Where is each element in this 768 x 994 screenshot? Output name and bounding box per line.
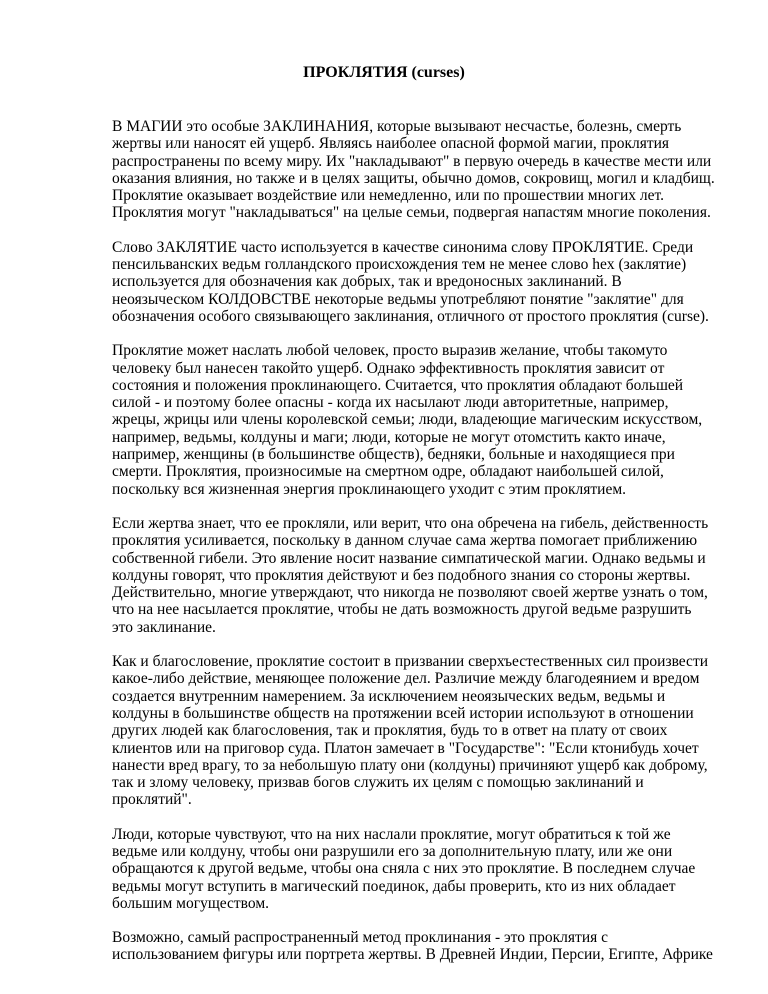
text-line: Если жертва знает, что ее прокляли, или верит, что она обречена на гибель, действенность — [112, 514, 709, 532]
text-line: большим могуществом. — [112, 894, 270, 912]
text-line: человеку был нанесен такойто ущерб. Однако эффективность проклятия зависит от — [112, 359, 665, 377]
text-line: оказания влияния, но также и в целях защиты, обычно домов, сокровищ, могил и кладбищ. — [112, 169, 715, 187]
text-line: Проклятие может наслать любой человек, просто выразив желание, чтобы такомуто — [112, 342, 668, 360]
text-line: неоязыческом КОЛДОВСТВЕ некоторые ведьмы употребляют понятие "заклятие" для — [112, 290, 684, 308]
text-line: обращаются к другой ведьме, чтобы она сняла с них это проклятие. В последнем случае — [112, 860, 696, 878]
text-line: других людей как благословения, так и проклятия, будь то в ответ на плату от своих — [112, 722, 668, 740]
text-line: проклятий". — [112, 791, 192, 809]
text-line: состояния и положения проклинающего. Считается, что проклятия обладают большей — [112, 376, 684, 394]
text-line: В МАГИИ это особые ЗАКЛИНАНИЯ, которые вызывают несчастье, болезнь, смерть — [112, 118, 682, 135]
text-line: колдуны говорят, что проклятия действуют и без подобного знания со стороны жертвы. — [112, 566, 691, 584]
text-line: поскольку вся жизненная энергия проклинающего уходит с этим проклятием. — [112, 480, 627, 498]
text-line: какое-либо действие, меняющее положение дел. Различие между благодеянием и вредом — [112, 670, 700, 688]
text-line: например, ведьмы, колдуны и маги; люди, которые не могут отомстить както иначе, — [112, 428, 666, 446]
text-line: колдуны в большинстве обществ на протяжении всей истории используют в отношении — [112, 704, 694, 722]
text-line: что на нее насылается проклятие, чтобы не дать возможность другой ведьме разрушить — [112, 601, 692, 619]
paragraph — [112, 826, 720, 912]
text-line: клиентов или на приговор суда. Платон замечает в "Государстве": "Если ктонибудь хочет — [112, 739, 699, 757]
paragraph — [112, 118, 720, 222]
paragraph — [112, 239, 720, 325]
page-title: ПРОКЛЯТИЯ (curses) — [303, 64, 465, 81]
text-line: Проклятие оказывает воздействие или немедленно, или по прошествии многих лет. — [112, 187, 665, 205]
text-line: Проклятия могут "накладываться" на целые семьи, подвергая напастям многие поколения. — [112, 204, 711, 222]
paragraph — [112, 653, 720, 809]
text-line: это заклинание. — [112, 618, 216, 636]
text-line: ведьме или колдуну, чтобы они разрушили его за дополнительную плату, или же они — [112, 842, 673, 860]
text-line: жертвы или наносят ей ущерб. Являясь наиболее опасной формой магии, проклятия — [112, 135, 670, 153]
text-line: пенсильванских ведьм голландского происхождения тем не менее слово hex (заклятие) — [112, 256, 687, 274]
text-line: Возможно, самый распространенный метод проклинания - это проклятия с — [112, 929, 608, 947]
document-body — [112, 118, 720, 981]
text-line: Действительно, многие утверждают, что никогда не позволяют своей жертве узнать о том, — [112, 584, 708, 602]
text-line: смерти. Проклятия, произносимые на смертном одре, обладают наибольшей силой, — [112, 463, 664, 481]
text-line: Люди, которые чувствуют, что на них наслали проклятие, могут обратиться к той же — [112, 825, 671, 843]
text-line: обозначения особого связывающего заклинания, отличного от простого проклятия (curse). — [112, 307, 709, 325]
text-line: Слово ЗАКЛЯТИЕ часто используется в качестве синонима слову ПРОКЛЯТИЕ. Среди — [112, 238, 694, 256]
paragraph — [112, 515, 720, 636]
text-line: силой - и поэтому более опасны - когда их насылают люди авторитетные, например, — [112, 394, 669, 412]
text-line: использованием фигуры или портрета жертвы. В Древней Индии, Персии, Египте, Африке — [112, 946, 713, 964]
text-line: например, женщины (в большинстве обществ), бедняки, больные и находящиеся при — [112, 446, 675, 464]
paragraph — [112, 342, 720, 498]
text-line: нанести вред врагу, то за небольшую плату они (колдуны) причиняют ущерб как доброму, — [112, 756, 708, 774]
text-line: проклятия усиливается, поскольку в данном случае сама жертва помогает приближению — [112, 532, 698, 550]
text-line: используется для обозначения как добрых, так и вредоносных заклинаний. В — [112, 273, 622, 291]
text-line: собственной гибели. Это явление носит название симпатической магии. Однако ведьмы и — [112, 549, 706, 567]
text-line: Как и благословение, проклятие состоит в призвании сверхъестественных сил произвести — [112, 653, 709, 671]
text-line: так и злому человеку, призвав богов служить их целям с помощью заклинаний и — [112, 774, 644, 792]
text-line: ведьмы могут вступить в магический поединок, дабы проверить, кто из них обладает — [112, 877, 676, 895]
paragraph — [112, 929, 720, 964]
text-line: распространены по всему миру. Их "накладывают" в первую очередь в качестве мести или — [112, 152, 712, 170]
text-line: создается внутренним намерением. За исключением неоязыческих ведьм, ведьмы и — [112, 687, 666, 705]
text-line: жрецы, жрицы или члены королевской семьи; люди, владеющие магическим искусством, — [112, 411, 703, 429]
